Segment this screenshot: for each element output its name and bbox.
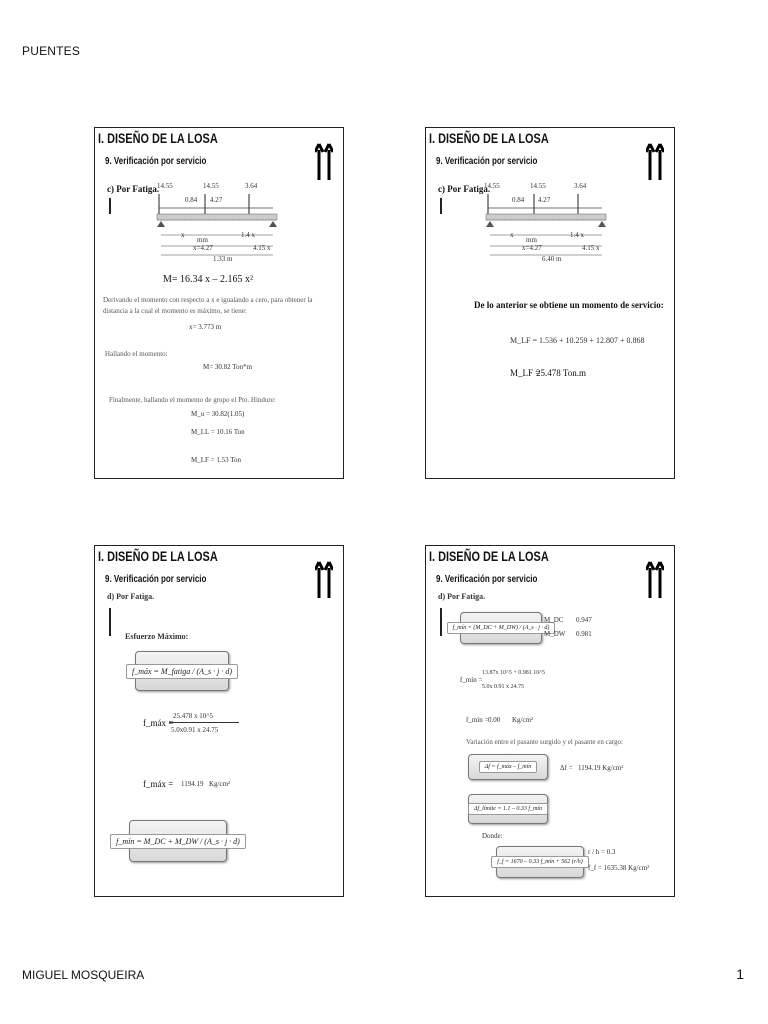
- slide-title: I. DISEÑO DE LA LOSA: [429, 130, 549, 146]
- up-arrow-icon: [646, 140, 664, 180]
- formula-delta-limit: [468, 794, 548, 824]
- page-number: 1: [736, 966, 744, 982]
- fmax-result-label: f_máx =: [143, 779, 174, 789]
- fmax-unit: Kg/cm²: [209, 780, 231, 788]
- dim-load-2: 14.55: [530, 182, 546, 190]
- value-mll: M_LL = 10.16 Ton: [191, 428, 245, 436]
- fmax-numerator: 25.478 x 10^5: [173, 712, 214, 720]
- value-moment: M= 30.82 Ton*m: [203, 363, 253, 371]
- dim-load-2: 14.55: [203, 182, 219, 190]
- dim-x427: x=4.27: [522, 244, 542, 252]
- fmin-numerator: 13.87x 10^5 + 0.981 10^5: [482, 670, 546, 676]
- section-label: d) Por Fatiga.: [438, 592, 486, 601]
- up-arrow-icon: [646, 558, 664, 598]
- formula-fmax-text: f_máx = M_fatiga / (A_s · j · d): [126, 664, 238, 679]
- slide-2: [425, 127, 675, 479]
- mdc-label: M_DC: [544, 616, 564, 624]
- dim-load-1: 14.55: [484, 182, 500, 190]
- up-arrow-icon: [315, 558, 333, 598]
- fmin-denominator: 5.0x 0.91 x 24.75: [482, 684, 524, 690]
- formula-ff: [496, 846, 584, 878]
- dim-x: x: [181, 231, 185, 239]
- section-label: d) Por Fatiga.: [107, 592, 155, 601]
- dim-load-1: 14.55: [157, 182, 173, 190]
- fmin-label: f_mín =: [460, 676, 483, 684]
- dim-spacing-1: 0.84: [512, 196, 525, 204]
- slide-4: [425, 545, 675, 897]
- up-arrow-icon: [315, 140, 333, 180]
- slide-subtitle: 9. Verificación por servicio: [436, 574, 538, 585]
- dim-total: 6.40 m: [542, 255, 562, 263]
- dim-415x: 4.15 x: [253, 244, 271, 252]
- delta-f-label: Δf =: [560, 764, 573, 772]
- mdc-value: 0.947: [576, 616, 592, 624]
- paragraph-variation: Variación entre el pasante surgido y el pasante en cargo:: [466, 738, 623, 746]
- formula-fmin-text: f_mín = (M_DC + M_DW) / (A_s · j · d): [447, 622, 556, 634]
- moment-equation: M= 16.34 x – 2.165 x²: [163, 274, 254, 285]
- slide-subtitle: 9. Verificación por servicio: [436, 156, 538, 167]
- formula-fmax: [131, 651, 233, 691]
- dim-mm: mm: [197, 236, 208, 244]
- slide-subtitle: 9. Verificación por servicio: [105, 574, 207, 585]
- value-mlf-sum: M_LF = 1.536 + 10.259 + 12.807 + 0.868: [510, 336, 645, 345]
- slide-subtitle: 9. Verificación por servicio: [105, 156, 207, 167]
- dim-load-3: 3.64: [245, 182, 258, 190]
- mdw-value: 0.981: [576, 630, 592, 638]
- value-mlf: M_LF = 1.53 Ton: [191, 456, 242, 464]
- dim-spacing-1: 0.84: [185, 196, 198, 204]
- fraction-line: [169, 722, 239, 723]
- dim-mm: mm: [526, 236, 537, 244]
- document-footer: MIGUEL MOSQUEIRA: [22, 968, 145, 982]
- bullet-bar: [109, 608, 111, 636]
- ff-result: f_f = 1635.38 Kg/cm²: [588, 864, 650, 872]
- dim-x: x: [510, 231, 514, 239]
- bullet-bar: [440, 198, 442, 214]
- formula-fmin: [116, 820, 240, 862]
- mlf-label: M_LF =: [510, 368, 541, 378]
- paragraph-moment: Hallando el momento:: [105, 350, 168, 358]
- dim-spacing-2: 4.27: [210, 196, 223, 204]
- ratio-rh: r / h = 0.3: [588, 848, 616, 856]
- section-label: c) Por Fatiga.: [107, 184, 160, 194]
- fmax-result: 1194.19: [181, 780, 204, 788]
- paragraph-derivative: Derivando el momento con respecto a x e igualando a cero, para obtener la distancia a la cual el momento es máximo, se tiene:: [103, 296, 313, 315]
- fmax-label: f_máx =: [143, 718, 174, 728]
- paragraph-service: De lo anterior se obtiene un momento de servicio:: [474, 300, 664, 310]
- section-label: c) Por Fatiga.: [438, 184, 491, 194]
- dim-14x: 1.4 x: [570, 231, 584, 239]
- slide-title: I. DISEÑO DE LA LOSA: [98, 130, 218, 146]
- formula-fmin-text: f_mín = M_DC + M_DW / (A_s · j · d): [110, 834, 246, 849]
- dim-14x: 1.4 x: [241, 231, 255, 239]
- bullet-bar: [109, 198, 111, 214]
- fmax-denominator: 5.0x0.91 x 24.75: [171, 726, 219, 734]
- formula-delta-f-text: Δf = f_máx – f_mín: [479, 761, 538, 773]
- document-header: PUENTES: [22, 44, 81, 58]
- dim-total: 1.33 m: [213, 255, 233, 263]
- bullet-bar: [440, 608, 442, 636]
- label-donde: Donde:: [482, 832, 503, 840]
- dim-x427: x=4.27: [193, 244, 213, 252]
- formula-delta-limit-text: Δf_límite = 1.1 – 0.33 f_mín: [468, 803, 548, 815]
- formula-delta-f: [468, 754, 548, 780]
- formula-fmin: [452, 612, 550, 644]
- fmin-result: 0.00: [488, 716, 501, 724]
- paragraph-group: Finalmente, hallando el momento de grupo el Pto. Hindure:: [109, 396, 276, 404]
- delta-f-value: 1194.19 Kg/cm²: [578, 764, 624, 772]
- slide-1: [94, 127, 344, 479]
- fmin-result-label: f_mín =: [466, 716, 489, 724]
- formula-ff-text: f_f = 1670 – 0.33 f_mín + 562 (r/h): [491, 856, 589, 868]
- fmin-unit: Kg/cm²: [512, 716, 534, 724]
- slide-title: I. DISEÑO DE LA LOSA: [98, 548, 218, 564]
- mlf-result: 25.478 Ton.m: [536, 368, 586, 378]
- slide-title: I. DISEÑO DE LA LOSA: [429, 548, 549, 564]
- dim-415x: 4.15 x: [582, 244, 600, 252]
- mdw-label: M_DW: [544, 630, 566, 638]
- value-mu: M_u = 30.82(1.05): [191, 410, 245, 418]
- label-max-stress: Esfuerzo Máximo:: [125, 632, 189, 641]
- slide-3: [94, 545, 344, 897]
- dim-spacing-2: 4.27: [538, 196, 551, 204]
- dim-load-3: 3.64: [574, 182, 587, 190]
- value-x: x= 3.773 m: [189, 323, 222, 331]
